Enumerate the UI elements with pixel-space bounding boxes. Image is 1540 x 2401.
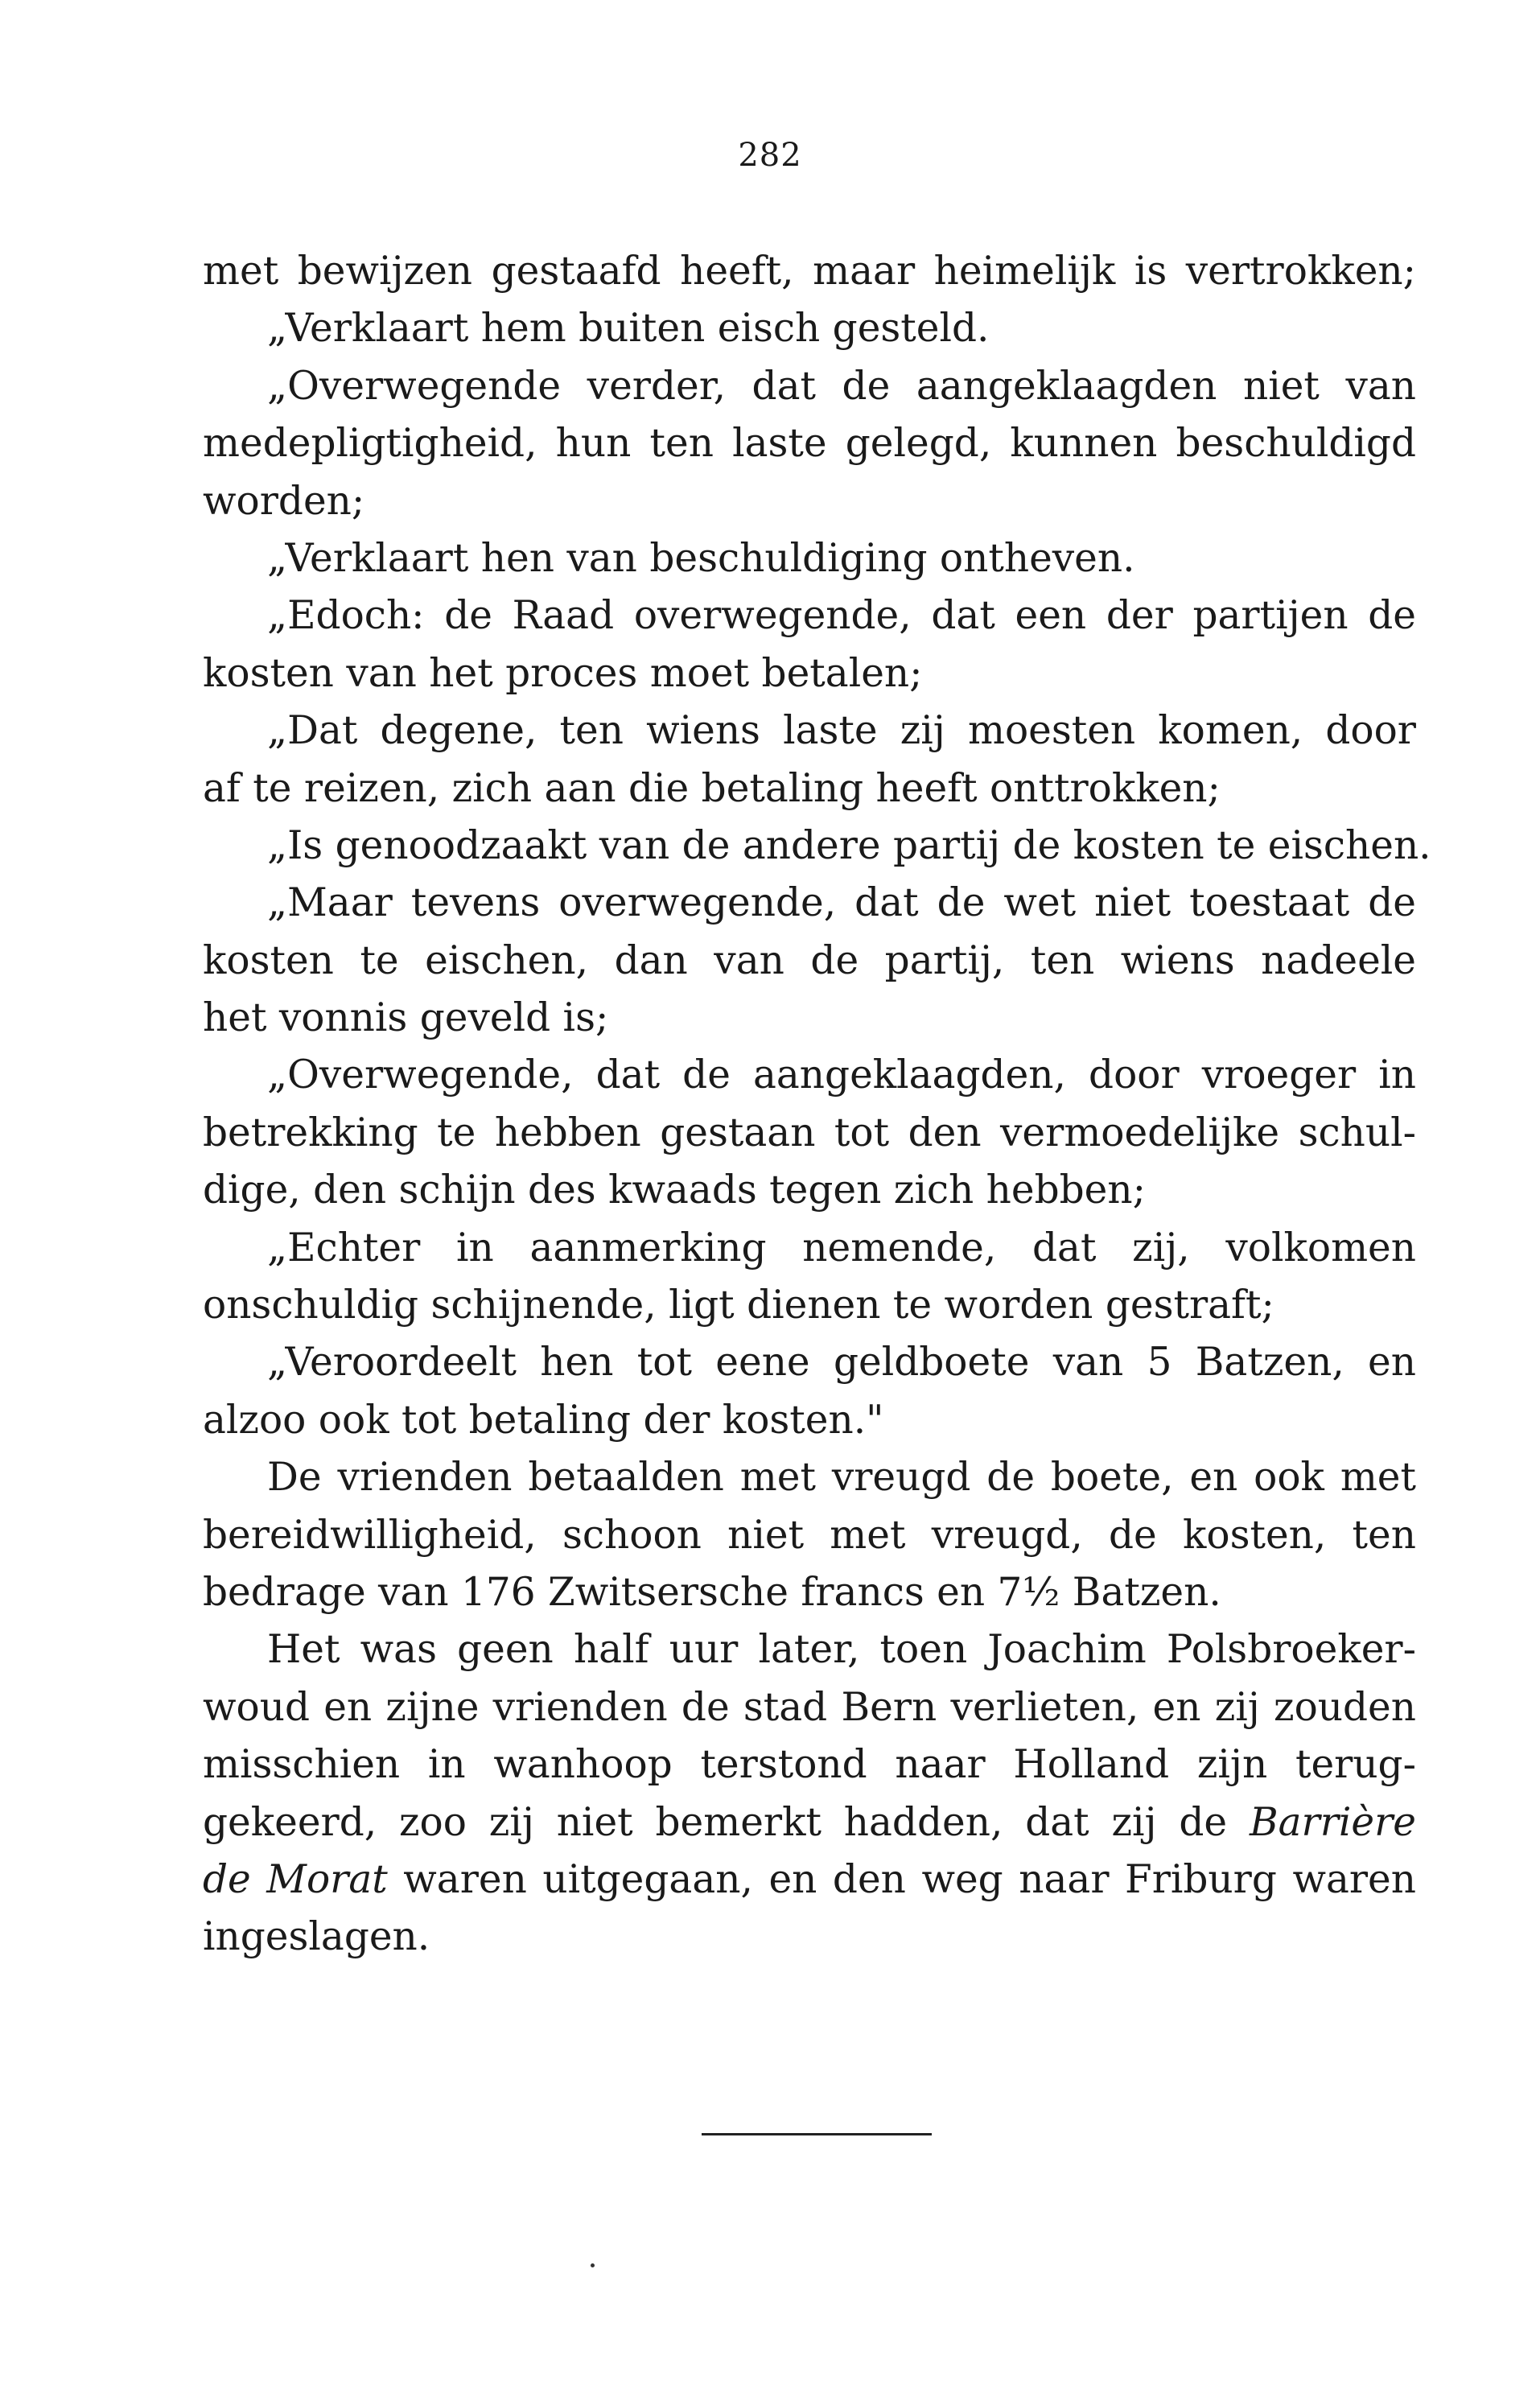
text-line: „Echter in aanmerking nemende, dat zij, volkomen	[267, 1225, 1416, 1271]
text-line: „Maar tevens overwegende, dat de wet niet toestaat de	[267, 880, 1416, 926]
chapter-end-rule	[702, 2133, 932, 2135]
text-line: De vrienden betaalden met vreugd de boete, en ook met	[267, 1455, 1416, 1501]
text-line: worden;	[203, 478, 365, 524]
text-line: bereidwilligheid, schoon niet met vreugd, de kosten, ten	[203, 1512, 1416, 1558]
text-line: „Verklaart hem buiten eisch gesteld.	[267, 306, 990, 352]
text-line: „Overwegende, dat de aangeklaagden, door vroeger in	[267, 1052, 1416, 1098]
text-line	[203, 1851, 1416, 1909]
text-line: dige, den schijn des kwaads tegen zich hebben;	[203, 1168, 1146, 1213]
text-line: woud en zijne vrienden de stad Bern verlieten, en zij zouden	[203, 1684, 1416, 1730]
text-line: „Veroordeelt hen tot eene geldboete van 5 Batzen, en	[267, 1340, 1416, 1386]
text-line: ingeslagen.	[203, 1914, 430, 1960]
italic-term: Barrière	[1249, 1799, 1416, 1845]
text-segment: gekeerd, zoo zij niet bemerkt hadden, dat zij de	[203, 1799, 1228, 1845]
text-line: „Is genoodzaakt van de andere partij de kosten te eischen.	[267, 822, 1431, 868]
text-line: misschien in wanhoop terstond naar Holland zijn terug-	[203, 1742, 1416, 1788]
ink-speck	[591, 2263, 595, 2267]
text-line: „Dat degene, ten wiens laste zij moesten komen, door	[267, 708, 1416, 754]
text-segment: waren uitgegaan, en den weg naar Friburg waren	[403, 1856, 1416, 1902]
body-text	[203, 243, 1431, 1967]
text-line: onschuldig schijnende, ligt dienen te worden gestraft;	[203, 1283, 1274, 1328]
text-line: het vonnis geveld is;	[203, 995, 609, 1041]
text-line: alzoo ook tot betaling der kosten."	[203, 1397, 884, 1443]
text-line: bedrage van 176 Zwitsersche francs en 7½ Batzen.	[203, 1569, 1221, 1615]
text-line: kosten te eischen, dan van de partij, ten wiens nadeele	[203, 937, 1416, 983]
text-line: „Verklaart hen van beschuldiging ontheven.	[267, 535, 1135, 581]
text-line: „Overwegende verder, dat de aangeklaagden niet van	[267, 363, 1416, 409]
text-line: af te reizen, zich aan die betaling heeft onttrokken;	[203, 765, 1221, 811]
text-line: Het was geen half uur later, toen Joachim Polsbroeker-	[267, 1627, 1416, 1673]
text-line: betrekking te hebben gestaan tot den vermoedelijke schul-	[203, 1110, 1416, 1155]
text-line: „Edoch: de Raad overwegende, dat een der partijen de	[267, 593, 1416, 639]
text-line: medepligtigheid, hun ten laste gelegd, kunnen beschuldigd	[203, 421, 1416, 467]
italic-term: de Morat	[203, 1856, 388, 1902]
page-number: 282	[738, 137, 802, 174]
text-line: met bewijzen gestaafd heeft, maar heimelijk is vertrokken;	[203, 249, 1416, 294]
text-line	[203, 1794, 1416, 1851]
text-line: kosten van het proces moet betalen;	[203, 650, 923, 696]
